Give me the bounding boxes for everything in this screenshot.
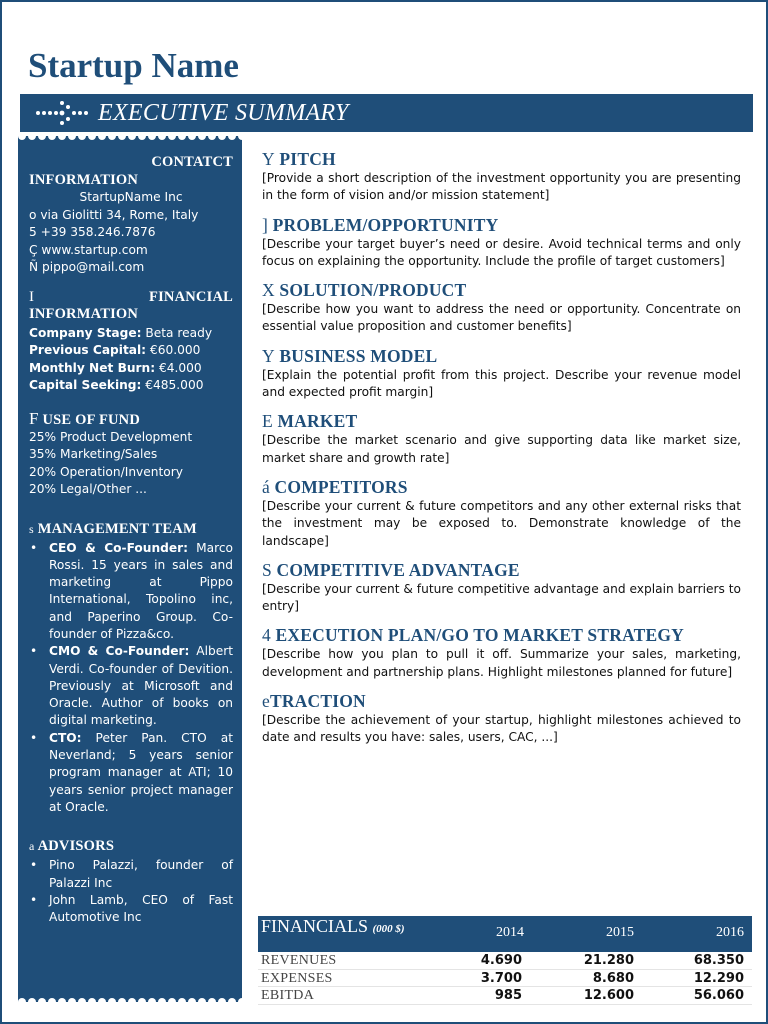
contact-heading-line2: INFORMATION xyxy=(29,172,139,188)
financials-table xyxy=(258,916,752,1005)
contact-address: o via Giolitti 34, Rome, Italy xyxy=(29,207,199,222)
section-heading: á COMPETITORS xyxy=(262,476,408,497)
cell-value: 12.290 xyxy=(693,970,744,986)
row-label: REVENUES xyxy=(261,953,337,968)
financial-heading-word1: FINANCIAL xyxy=(149,288,233,305)
section-traction xyxy=(262,690,741,747)
sidebar-content xyxy=(29,154,233,926)
section-heading: S COMPETITIVE ADVANTAGE xyxy=(262,559,520,580)
row-label: EBITDA xyxy=(261,988,315,1003)
startup-name-title: Startup Name xyxy=(28,46,239,85)
advisors-glyph: a xyxy=(29,839,35,854)
section-body: [Provide a short description of the investment opportunity you are presenting in the form of vision and/or mission statement] xyxy=(262,171,741,203)
section-heading: eTRACTION xyxy=(262,691,366,712)
main-content xyxy=(262,148,741,756)
use-of-fund-heading: F USE OF FUND xyxy=(29,408,141,428)
management-heading: s MANAGEMENT TEAM xyxy=(29,520,197,537)
financials-header xyxy=(258,916,752,952)
financial-heading-line2: INFORMATION xyxy=(29,305,139,322)
year-header: 2016 xyxy=(716,925,744,940)
section-market xyxy=(262,410,741,467)
contact-heading xyxy=(29,154,233,171)
section-heading: E MARKET xyxy=(262,411,358,432)
section-pitch xyxy=(262,148,741,205)
section-body: [Describe your current & future competitors and any other external risks that the investment may be exposed to. Demonstrate knowledge of the landscape] xyxy=(262,498,741,548)
section-heading: X SOLUTION/PRODUCT xyxy=(262,280,467,301)
cell-value: 4.690 xyxy=(480,953,522,968)
advisor-item: • Pino Palazzi, founder of Palazzi Inc xyxy=(29,857,233,892)
fund-item: 20% Operation/Inventory xyxy=(29,464,183,479)
table-row xyxy=(258,970,752,988)
cell-value: 56.060 xyxy=(693,988,744,1003)
section-business-model xyxy=(262,345,741,402)
fin-item: Previous Capital: €60.000 xyxy=(29,343,201,357)
cell-value: 68.350 xyxy=(693,953,744,968)
financial-info-heading xyxy=(29,289,233,306)
fin-item: Company Stage: Beta ready xyxy=(29,325,213,340)
cell-value: 8.680 xyxy=(592,970,634,986)
section-body: [Explain the potential profit from this project. Describe your revenue model and expected profit margin] xyxy=(262,367,741,400)
cell-value: 21.280 xyxy=(583,953,634,968)
contact-heading-word1: CONTATCT xyxy=(151,154,233,170)
financials-title: FINANCIALS (000 $) xyxy=(261,916,405,936)
section-body: [Describe how you want to address the need or opportunity. Concentrate on essential value proposition and customer benefits] xyxy=(262,302,741,334)
section-body: [Describe the achievement of your startup, highlight milestones achieved to date and results you have: sales, users, CAC, ...] xyxy=(262,713,741,745)
contact-website: Ç www.startup.com xyxy=(29,242,148,257)
section-body: [Describe your target buyer’s need or desire. Avoid technical terms and only focus on explaining the opportunity. Include the profile of target customers] xyxy=(262,236,741,268)
scallop-top-edge xyxy=(18,136,242,146)
scallop-bottom-edge xyxy=(18,992,242,1002)
section-heading: 4 EXECUTION PLAN/GO TO MARKET STRATEGY xyxy=(262,625,685,646)
fund-item: 25% Product Development xyxy=(29,429,193,444)
executive-summary-banner xyxy=(20,94,753,132)
fund-item: 35% Marketing/Sales xyxy=(29,447,158,461)
section-heading: Y BUSINESS MODEL xyxy=(262,345,438,366)
advisors-heading: a ADVISORS xyxy=(29,838,115,855)
section-body: [Describe how you plan to pull it off. Summarize your sales, marketing, development and partnership plans. Highlight milestones planned for future] xyxy=(262,647,741,679)
cell-value: 12.600 xyxy=(583,988,634,1003)
advisors-list xyxy=(29,857,233,926)
financials-unit: (000 $) xyxy=(372,923,405,935)
team-member: • CEO & Co-Founder: Marco Rossi. 15 years in sales and marketing at Pippo International, Topolino inc, and Paperino Group. Co-founder of Pizza&co. xyxy=(29,540,233,644)
section-problem xyxy=(262,214,741,271)
contact-phone: 5 +39 358.246.7876 xyxy=(29,225,156,239)
contact-company: StartupName Inc xyxy=(79,190,183,204)
use-of-fund-glyph: F xyxy=(29,408,39,428)
financial-glyph: I xyxy=(29,288,35,305)
management-glyph: s xyxy=(29,521,34,536)
fund-item: 20% Legal/Other ... xyxy=(29,482,147,496)
fin-item: Monthly Net Burn: €4.000 xyxy=(29,360,202,375)
advisor-item: • John Lamb, CEO of Fast Automotive Inc xyxy=(29,892,233,927)
section-body: [Describe the market scenario and give supporting data like market size, market share and growth rate] xyxy=(262,433,741,465)
year-header: 2014 xyxy=(496,925,524,940)
row-label: EXPENSES xyxy=(261,970,333,986)
team-member: • CTO: Peter Pan. CTO at Neverland; 5 years senior program manager at ATI; 10 years senior project manager at Oracle. xyxy=(29,730,233,816)
section-heading: Y PITCH xyxy=(262,149,336,169)
section-competitive-advantage xyxy=(262,559,741,616)
fin-item: Capital Seeking: €485.000 xyxy=(29,378,204,392)
year-header: 2015 xyxy=(606,925,634,940)
network-logo-icon xyxy=(34,98,94,128)
management-list xyxy=(29,540,233,817)
cell-value: 985 xyxy=(494,988,522,1003)
table-row xyxy=(258,987,752,1005)
table-row xyxy=(258,952,752,970)
section-body: [Describe your current & future competitive advantage and explain barriers to entry] xyxy=(262,581,741,614)
cell-value: 3.700 xyxy=(480,970,522,986)
section-execution-plan xyxy=(262,624,741,681)
section-solution xyxy=(262,279,741,336)
contact-email: Ñ pippo@mail.com xyxy=(29,260,145,274)
team-member: • CMO & Co-Founder: Albert Verdi. Co-founder of Devition. Previously at Microsoft and Oracle. Author of books on digital marketing. xyxy=(29,643,233,729)
section-heading: ] PROBLEM/OPPORTUNITY xyxy=(262,214,499,235)
section-competitors xyxy=(262,476,741,550)
banner-title: EXECUTIVE SUMMARY xyxy=(98,99,349,126)
sidebar xyxy=(18,136,242,1002)
